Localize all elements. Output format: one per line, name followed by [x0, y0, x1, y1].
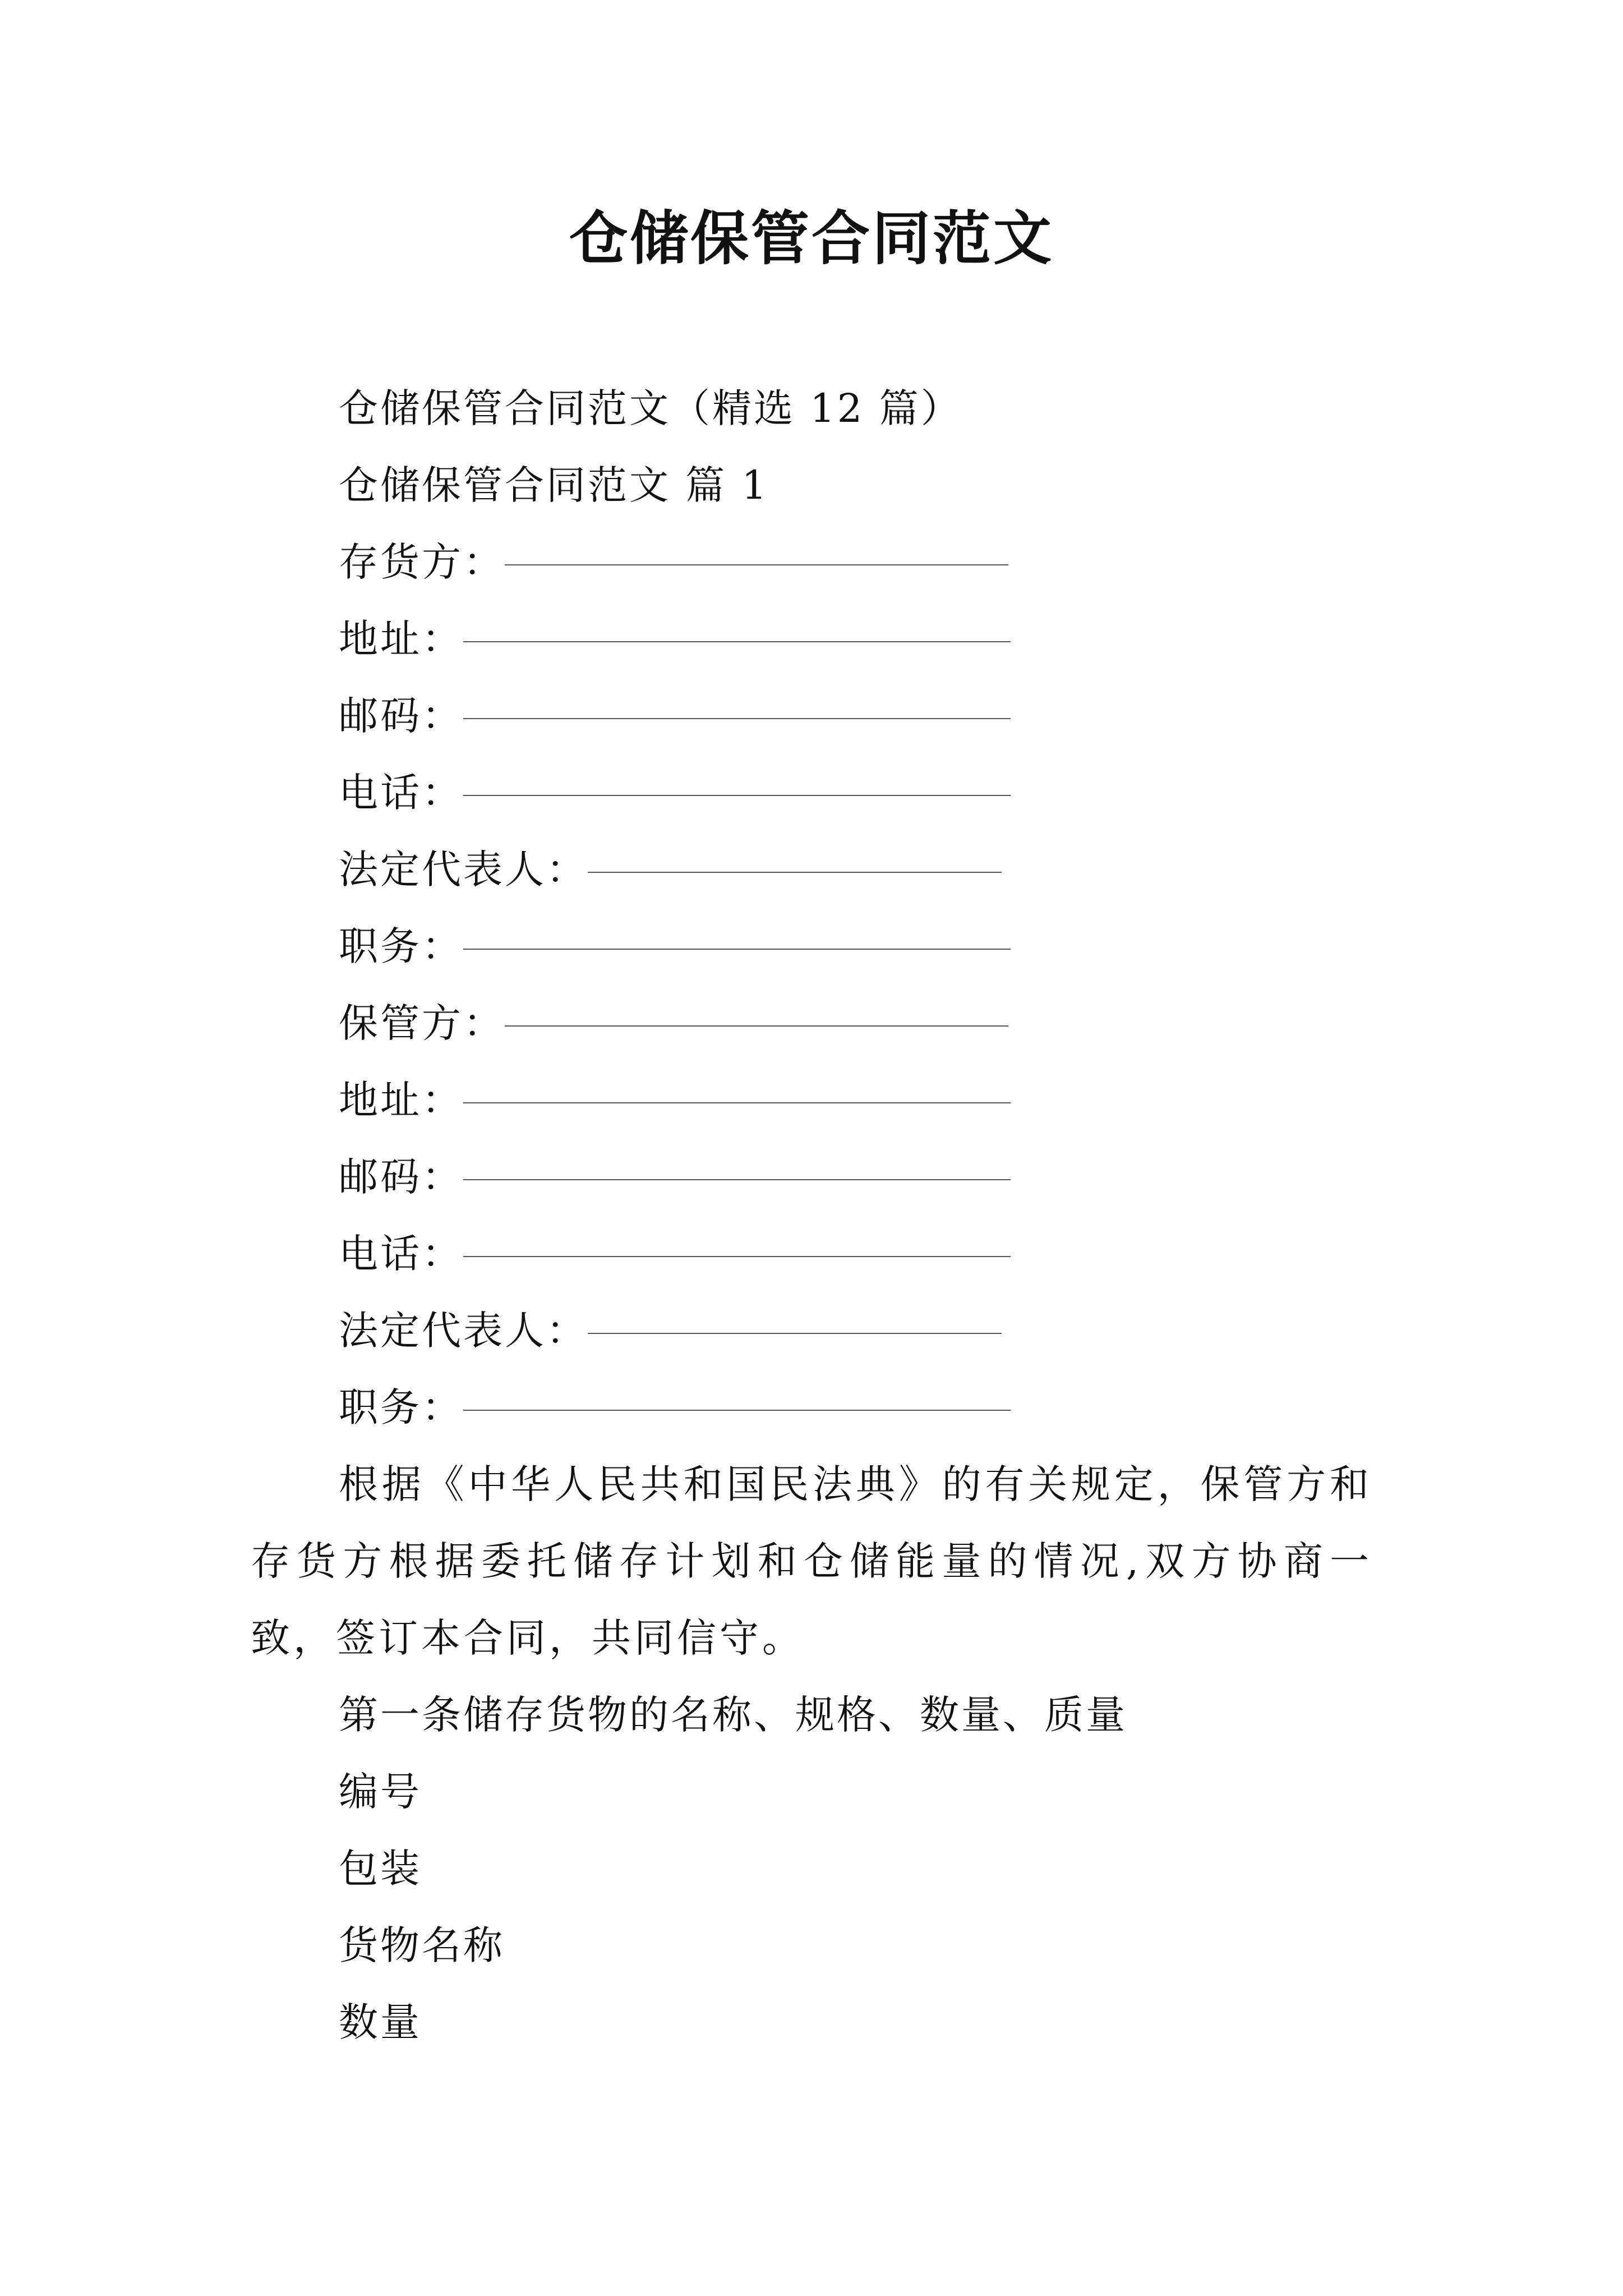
custodian-legal-rep-field[interactable] — [251, 1292, 1372, 1369]
article-1-heading: 第一条储存货物的名称、规格、数量、质量 — [339, 1692, 1127, 1738]
custodian-phone-blank[interactable] — [463, 1255, 1011, 1257]
custodian-position-blank[interactable] — [463, 1409, 1011, 1411]
custodian-position-label: 职务： — [339, 1384, 463, 1430]
depositor-party-field[interactable] — [251, 524, 1372, 601]
depositor-legal-rep-field[interactable] — [251, 831, 1372, 908]
depositor-postcode-label: 邮码： — [339, 693, 463, 739]
depositor-position-field[interactable] — [251, 908, 1372, 985]
document-title: 仓储保管合同范文 — [569, 204, 1054, 273]
item-goods-name: 货物名称 — [339, 1922, 505, 1968]
custodian-postcode-blank[interactable] — [463, 1179, 1011, 1180]
intro-paragraph: 根据《中华人民共和国民法典》的有关规定，保管方和存货方根据委托储存计划和仓储能量的情况,双方协商一致，签订本合同，共同信守。 — [251, 1461, 1372, 1661]
document-subtitle: 仓储保管合同范文（精选 12 篇） — [339, 385, 962, 431]
document-body — [251, 370, 1372, 2061]
custodian-phone-label: 电话： — [339, 1231, 463, 1277]
custodian-legal-rep-blank[interactable] — [588, 1332, 1002, 1334]
depositor-position-label: 职务： — [339, 923, 463, 969]
depositor-address-blank[interactable] — [463, 641, 1011, 642]
depositor-party-label: 存货方： — [339, 539, 505, 585]
item-packaging: 包装 — [339, 1846, 422, 1892]
depositor-phone-field[interactable] — [251, 754, 1372, 831]
item-quantity: 数量 — [339, 1999, 422, 2045]
custodian-address-blank[interactable] — [463, 1102, 1011, 1103]
custodian-legal-rep-label: 法定代表人： — [339, 1308, 588, 1354]
depositor-party-blank[interactable] — [505, 564, 1008, 565]
custodian-address-field[interactable] — [251, 1062, 1372, 1139]
custodian-position-field[interactable] — [251, 1369, 1372, 1446]
depositor-address-field[interactable] — [251, 601, 1372, 678]
depositor-legal-rep-blank[interactable] — [588, 871, 1002, 873]
depositor-phone-label: 电话： — [339, 770, 463, 816]
custodian-party-label: 保管方： — [339, 1000, 505, 1046]
custodian-postcode-label: 邮码： — [339, 1154, 463, 1200]
custodian-party-blank[interactable] — [505, 1025, 1008, 1027]
depositor-phone-blank[interactable] — [463, 794, 1011, 796]
depositor-postcode-blank[interactable] — [463, 717, 1011, 719]
item-number: 编号 — [339, 1769, 422, 1815]
custodian-address-label: 地址： — [339, 1077, 463, 1123]
section-heading: 仓储保管合同范文 篇 1 — [339, 462, 769, 508]
custodian-phone-field[interactable] — [251, 1216, 1372, 1292]
custodian-postcode-field[interactable] — [251, 1139, 1372, 1216]
depositor-position-blank[interactable] — [463, 948, 1011, 950]
depositor-postcode-field[interactable] — [251, 678, 1372, 754]
custodian-party-field[interactable] — [251, 985, 1372, 1062]
depositor-legal-rep-label: 法定代表人： — [339, 846, 588, 892]
depositor-address-label: 地址： — [339, 616, 463, 662]
